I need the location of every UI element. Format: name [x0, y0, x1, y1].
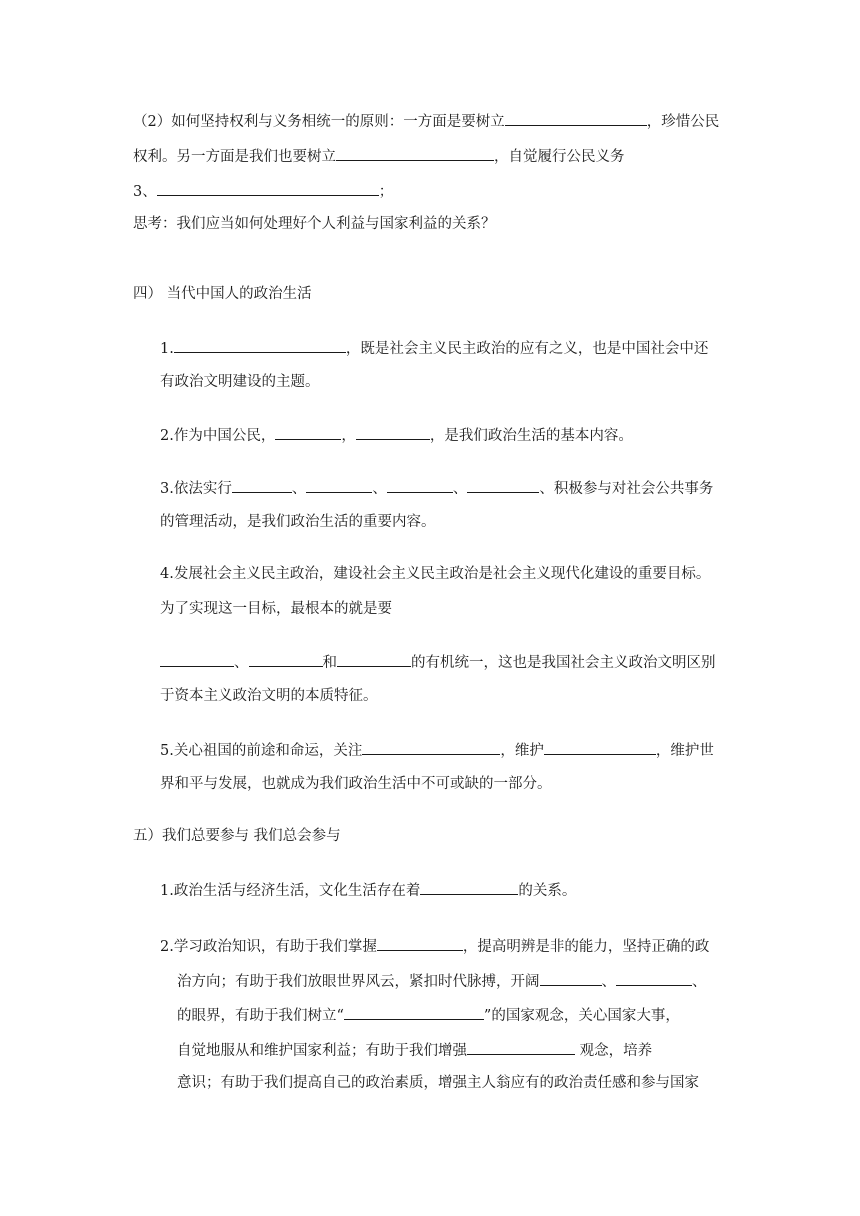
text-segment: ，是我们政治生活的基本内容。 [429, 428, 633, 444]
fill-blank[interactable] [616, 970, 692, 986]
text-line [160, 935, 709, 957]
text-line [133, 180, 393, 202]
fill-blank[interactable] [232, 477, 292, 493]
text-segment: ，自觉履行公民义务 [494, 149, 625, 165]
text-line [133, 145, 625, 167]
text-line [160, 424, 633, 446]
text-line [160, 879, 576, 901]
text-segment: 3、 [133, 184, 157, 200]
text-line [133, 110, 719, 132]
text-segment: 为了实现这一目标，最根本的就是要 [160, 601, 392, 617]
text-segment: 思考：我们应当如何处理好个人利益与国家利益的关系？ [133, 216, 496, 232]
fill-blank[interactable] [362, 739, 500, 755]
fill-blank[interactable] [160, 651, 234, 667]
fill-blank[interactable] [336, 145, 494, 161]
text-line [177, 1004, 680, 1026]
text-segment: 、 [234, 655, 249, 671]
text-line [177, 1073, 699, 1093]
text-segment: 、积极参与对社会公共事务 [539, 481, 714, 497]
text-segment: ，提高明辨是非的能力，坚持正确的政 [462, 939, 710, 955]
fill-blank[interactable] [505, 110, 647, 126]
text-segment: （2）如何坚持权利与义务相统一的原则：一方面是要树立 [133, 114, 505, 130]
text-segment: 观念，培养 [575, 1043, 653, 1059]
fill-blank[interactable] [467, 477, 539, 493]
text-line [160, 372, 320, 392]
text-line [160, 564, 710, 584]
text-segment: 2.学习政治知识，有助于我们掌握 [160, 939, 377, 955]
text-line [177, 1039, 652, 1061]
text-segment: 于资本主义政治文明的本质特征。 [160, 688, 378, 704]
text-segment: 、 [452, 481, 468, 497]
text-segment: 、 [372, 481, 387, 497]
fill-blank[interactable] [356, 424, 430, 440]
text-segment: 自觉地服从和维护国家利益；有助于我们增强 [177, 1043, 467, 1059]
text-segment: 3.依法实行 [160, 481, 232, 497]
fill-blank[interactable] [337, 651, 411, 667]
text-line [160, 739, 714, 761]
text-segment: ，维护世 [655, 743, 714, 759]
text-line [160, 599, 392, 619]
fill-blank[interactable] [306, 477, 372, 493]
text-segment: 的管理活动，是我们政治生活的重要内容。 [160, 514, 436, 530]
fill-blank[interactable] [387, 477, 453, 493]
section-heading [133, 284, 312, 304]
text-segment: 有政治文明建设的主题。 [160, 374, 320, 390]
text-segment: 的有机统一，这也是我国社会主义政治文明区别 [411, 655, 716, 671]
text-segment: 五）我们总要参与 我们总会参与 [133, 828, 341, 844]
fill-blank[interactable] [540, 970, 602, 986]
text-segment: 5.关心祖国的前途和命运，关注 [160, 743, 363, 759]
text-segment: ”的国家观念，关心国家大事， [483, 1008, 680, 1024]
text-line [160, 477, 713, 499]
fill-blank[interactable] [420, 879, 518, 895]
section-heading [133, 826, 341, 846]
text-segment: 治方向；有助于我们放眼世界风云，紧扣时代脉搏，开阔 [177, 974, 540, 990]
fill-blank[interactable] [377, 935, 463, 951]
question-line [133, 214, 496, 234]
text-line [160, 512, 436, 532]
fill-blank[interactable] [467, 1039, 575, 1055]
text-segment: ， [341, 428, 356, 444]
fill-blank[interactable] [157, 180, 379, 196]
fill-blank[interactable] [249, 651, 323, 667]
text-segment: 4.发展社会主义民主政治，建设社会主义民主政治是社会主义现代化建设的重要目标。 [160, 566, 711, 582]
text-segment: ； [378, 184, 394, 200]
fill-blank[interactable] [544, 739, 656, 755]
text-segment: 1.政治生活与经济生活，文化生活存在着 [160, 883, 421, 899]
text-line [160, 337, 708, 359]
text-segment: 和 [322, 655, 337, 671]
text-line [177, 970, 707, 992]
text-segment: 的关系。 [518, 883, 577, 899]
text-segment: 、 [601, 974, 616, 990]
text-segment: ，珍惜公民 [646, 114, 720, 130]
text-segment: 意识；有助于我们提高自己的政治素质，增强主人翁应有的政治责任感和参与国家 [177, 1075, 699, 1091]
text-segment: 1. [160, 341, 174, 357]
text-segment: 、 [291, 481, 307, 497]
text-segment: 四） 当代中国人的政治生活 [133, 286, 312, 302]
text-segment: 2.作为中国公民， [160, 428, 276, 444]
text-segment: ，维护 [500, 743, 544, 759]
text-segment: 界和平与发展，也就成为我们政治生活中不可或缺的一部分。 [160, 776, 552, 792]
text-line [160, 686, 378, 706]
text-line [160, 651, 716, 673]
fill-blank[interactable] [344, 1004, 484, 1020]
text-segment: 的眼界，有助于我们树立“ [177, 1008, 344, 1024]
fill-blank[interactable] [275, 424, 341, 440]
text-segment: 权利。另一方面是我们也要树立 [133, 149, 336, 165]
text-line [160, 774, 552, 794]
text-segment: ，既是社会主义民主政治的应有之义，也是中国社会中还 [345, 341, 709, 357]
fill-blank[interactable] [174, 337, 346, 353]
text-segment: 、 [692, 974, 707, 990]
